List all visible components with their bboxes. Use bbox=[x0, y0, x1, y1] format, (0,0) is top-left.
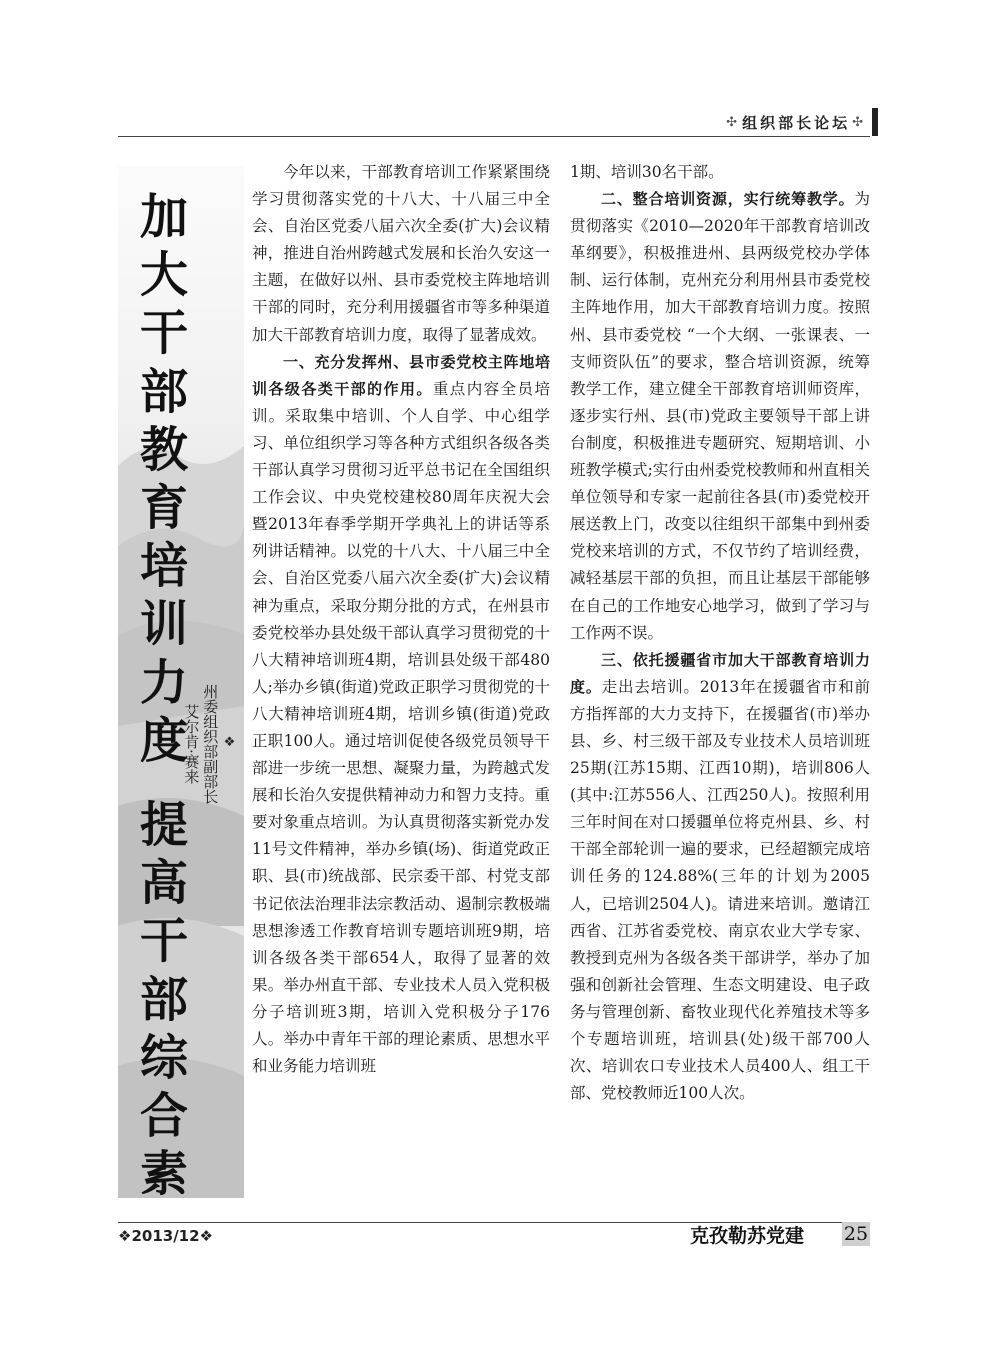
title-char: 综 bbox=[139, 1029, 188, 1086]
section-1-heading: 一、充分发挥州、县市委党校主阵地培训各级各类干部的作用。 bbox=[252, 352, 550, 398]
title-char: 部 bbox=[139, 971, 188, 1028]
title-char: 育 bbox=[139, 480, 188, 537]
header-rule bbox=[118, 136, 870, 137]
author-name: 艾尔肯·赛来 bbox=[182, 704, 201, 784]
section-2-text: 为贯彻落实《2010—2020年干部教育培训改革纲要》，积极推进州、县两级党校办学体制、运行体制，克州充分利用州县市委党校主阵地作用，加大干部教育培训力度。按照州、县市委党校 “一个大纲、一张课表、一支师资队伍”的要求，整合培训资源，统筹教学工作，建立健全干部教育培训师资库，逐步实行州、县(市)党政主要领导干部上讲台制度，积极推进专题研究、短期培训、小班教学模式;实行由州委党校教师和州直相关单位领导和专家一起前往各县(市)委党校开展送教上门，改变以往组织干部集中到州委党校来培训的方式，不仅节约了培训经费，减轻基层干部的负担，而且让基层干部能够在自己的工作地安心地学习，做到了学习与工作两不误。 bbox=[570, 190, 870, 642]
intro-paragraph: 今年以来，干部教育培训工作紧紧围绕学习贯彻落实党的十八大、十八届三中全会、自治区党委八届六次全委(扩大)会议精神，推进自治州跨越式发展和长治久安这一主题，在做好以州、县市委党校主阵地培训干部的同时，充分利用援疆省市等多种渠道加大干部教育培训力度，取得了显著成效。 bbox=[252, 163, 550, 344]
title-char: 力 bbox=[139, 654, 188, 711]
ornament-left-icon: ✣ bbox=[726, 114, 741, 130]
title-char: 高 bbox=[139, 855, 188, 912]
section-tag-label: 组织部长论坛 bbox=[742, 113, 851, 132]
issue-label: ❖2013/12❖ bbox=[118, 1227, 213, 1245]
title-char: 训 bbox=[139, 596, 188, 653]
title-char: 度 bbox=[139, 712, 188, 769]
byline bbox=[182, 684, 238, 804]
title-panel bbox=[118, 166, 244, 1198]
title-char: 素 bbox=[139, 1146, 188, 1198]
article-title bbox=[134, 188, 194, 1198]
section-2-heading: 二、整合培训资源，实行统筹教学。 bbox=[601, 190, 855, 209]
header-bar bbox=[872, 108, 878, 136]
section-3-heading: 三、依托援疆省市加大干部教育培训力度。 bbox=[570, 650, 870, 696]
page-number: 25 bbox=[843, 1223, 869, 1245]
body-column-1 bbox=[252, 159, 550, 1080]
title-char: 加 bbox=[139, 189, 188, 245]
title-char: 培 bbox=[139, 538, 188, 595]
title-char: 提 bbox=[139, 797, 188, 854]
title-char: 大 bbox=[139, 247, 188, 304]
magazine-name: 克孜勒苏党建 bbox=[690, 1225, 805, 1247]
title-char: 合 bbox=[139, 1088, 188, 1145]
section-1-paragraph bbox=[252, 349, 550, 1081]
section-tag bbox=[700, 110, 868, 134]
title-char: 干 bbox=[139, 305, 188, 362]
title-char: 干 bbox=[139, 913, 188, 970]
section-1-tail: 1期、培训30名干部。 bbox=[570, 163, 724, 181]
body-column-2 bbox=[570, 159, 870, 1107]
section-1-text: 重点内容全员培训。采取集中培训、个人自学、中心组学习、单位组织学习等各种方式组织各级各类干部认真学习贯彻习近平总书记在全国组织工作会议、中央党校建校80周年庆祝大会暨2013年春季学期开学典礼上的讲话等系列讲话精神。以党的十八大、十八届三中全会、自治区党委八届六次全委(扩大)会议精神为重点，采取分期分批的方式，在州县市委党校举办县处级干部认真学习贯彻党的十八大精神培训班4期，培训县处级干部480人;举办乡镇(街道)党政正职学习贯彻党的十八大精神培训班4期，培训乡镇(街道)党政正职100人。通过培训促使各级党员领导干部进一步统一思想、凝聚力量，为跨越式发展和长治久安提供精神动力和智力支持。重要对象重点培训。为认真贯彻落实新党办发11号文件精神，举办乡镇(场)、街道党政正职、县(市)统战部、民宗委干部、村党支部书记依法治理非法宗教活动、遏制宗教极端思想渗透工作教育培训专题培训班9期，培训各级各类干部654人，取得了显著的效果。举办州直干部、专业技术人员入党积极分子培训班3期，培训入党积极分子176人。举办中青年干部的理论素质、思想水平和业务能力培训班 bbox=[252, 379, 550, 1076]
title-char: 部 bbox=[139, 363, 188, 420]
section-3-paragraph bbox=[570, 647, 870, 1108]
section-3-text: 走出去培训。2013年在援疆省市和前方指挥部的大力支持下，在援疆省(市)举办县、乡、村三级干部及专业技术人员培训班25期(江苏15期、江西10期)，培训806人(其中:江苏556人、江西250人)。按照利用三年时间在对口援疆单位将克州县、乡、村干部全部轮训一遍的要求，已经超额完成培训任务的124.88%(三年的计划为2005人，已培训2504人)。请进来培训。邀请江西省、江苏省委党校、南京农业大学专家、教授到克州为各级各类干部讲学，举办了加强和创新社会管理、生态文明建设、电子政务与管理创新、畜牧业现代化养殖技术等多个专题培训班，培训县(处)级干部700人次、培训农口专业技术人员400人、组工干部、党校教师近100人次。 bbox=[570, 677, 870, 1103]
title-char: 教 bbox=[139, 421, 188, 478]
diamond-icon: ❖ bbox=[222, 734, 237, 750]
ornament-right-icon: ✣ bbox=[852, 114, 866, 130]
section-2-paragraph bbox=[570, 186, 870, 647]
author-role: 州委组织部副部长 bbox=[201, 684, 220, 804]
